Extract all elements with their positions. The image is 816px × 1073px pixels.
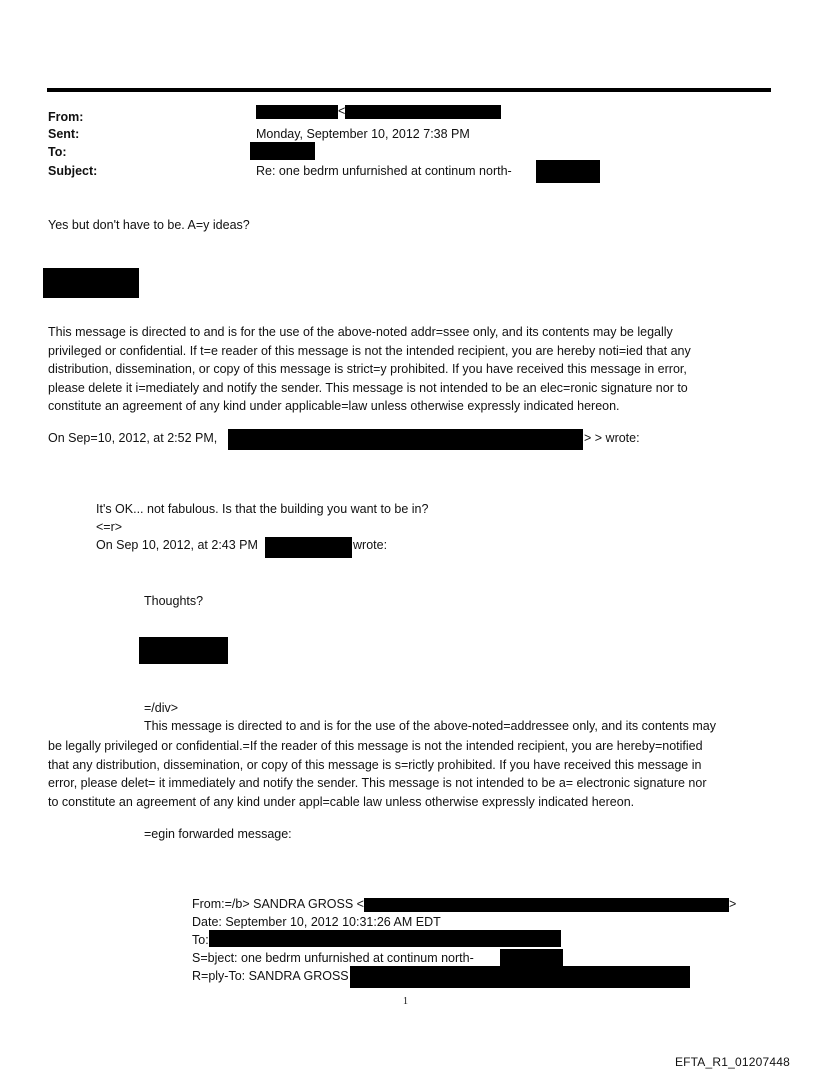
- subject-label: Subject:: [48, 164, 98, 178]
- on-sep-prefix: On Sep=10, 2012, at 2:52 PM,: [48, 431, 218, 445]
- disclaimer-line: distribution, dissemination, or copy of this message is strict=y prohibited. If you have received this message in error,: [48, 362, 687, 376]
- quote-br: <=r>: [96, 520, 123, 534]
- quote-on-suffix: wrote:: [353, 538, 388, 552]
- redaction-block: [265, 537, 352, 558]
- quote-line: It's OK... not fabulous. Is that the building you want to be in?: [96, 502, 429, 516]
- fwd-reply-to: R=ply-To: SANDRA GROSS: [192, 969, 349, 983]
- disclaimer-line: please delete it i=mediately and notify the sender. This message is not intended to be an elec=ronic signature nor to: [48, 380, 688, 395]
- from-value-text: <: [338, 104, 346, 118]
- fwd-date: Date: September 10, 2012 10:31:26 AM EDT: [192, 915, 441, 929]
- fwd-from: [192, 897, 736, 912]
- redaction-block: [256, 105, 338, 119]
- redaction-block: [350, 966, 690, 988]
- to-label: To:: [48, 145, 67, 159]
- fwd-subject: S=bject: one bedrm unfurnished at continum north-: [192, 951, 474, 965]
- header-rule: [47, 88, 771, 92]
- redaction-block: [345, 105, 501, 119]
- disclaimer-line: error, please delet= it immediately and notify the sender. This message is not intended to be a= electronic signature nor: [48, 776, 707, 790]
- disclaimer-line: to constitute an agreement of any kind under appl=cable law unless otherwise expressly indicated hereon.: [48, 794, 635, 809]
- disclaimer-paragraph: [48, 737, 776, 811]
- thoughts-line: Thoughts?: [144, 594, 204, 608]
- on-sep-suffix: > > wrote:: [584, 431, 640, 445]
- fwd-from-end: >: [728, 897, 737, 911]
- document-id: EFTA_R1_01207448: [674, 1055, 790, 1069]
- div-close: =/div>: [144, 701, 179, 715]
- redaction-block: [139, 637, 228, 664]
- subject-value: Re: one bedrm unfurnished at continum north-: [256, 164, 512, 178]
- redaction-block: [250, 142, 315, 160]
- begin-forwarded: =egin forwarded message:: [144, 827, 292, 841]
- reply-line: Yes but don't have to be. A=y ideas?: [48, 218, 250, 232]
- disclaimer-line: This message is directed to and is for the use of the above-noted=addressee only, and its contents may: [144, 719, 716, 733]
- redaction-block: [209, 930, 561, 947]
- sent-label: Sent:: [48, 127, 80, 141]
- disclaimer-line: be legally privileged or confidential.=If the reader of this message is not the intended recipient, you are hereby=notified: [48, 739, 703, 753]
- disclaimer-line: privileged or confidential. If t=e reader of this message is not the intended recipient, you are hereby noti=ied that any: [48, 343, 691, 358]
- redaction-block: [536, 160, 600, 183]
- redaction-block: [500, 949, 563, 967]
- fwd-from-text: From:=/b> SANDRA GROSS <: [192, 897, 364, 911]
- sent-value: Monday, September 10, 2012 7:38 PM: [256, 127, 470, 141]
- disclaimer-paragraph: [48, 323, 776, 416]
- disclaimer-line: This message is directed to and is for the use of the above-noted addr=ssee only, and its contents may be legally: [48, 325, 673, 339]
- disclaimer-line: that any distribution, dissemination, or copy of this message is s=rictly prohibited. If you have received this message in: [48, 757, 702, 772]
- from-value: [256, 104, 501, 119]
- disclaimer-line: constitute an agreement of any kind under applicable=law unless otherwise expressly indicated hereon.: [48, 399, 620, 413]
- quote-on-prefix: On Sep 10, 2012, at 2:43 PM: [96, 538, 258, 552]
- redaction-block: [364, 898, 729, 912]
- redaction-block: [43, 268, 139, 298]
- redaction-block: [228, 429, 583, 450]
- from-label: From:: [48, 110, 84, 124]
- fwd-to: To:: [192, 933, 209, 947]
- page-number: 1: [403, 996, 408, 1007]
